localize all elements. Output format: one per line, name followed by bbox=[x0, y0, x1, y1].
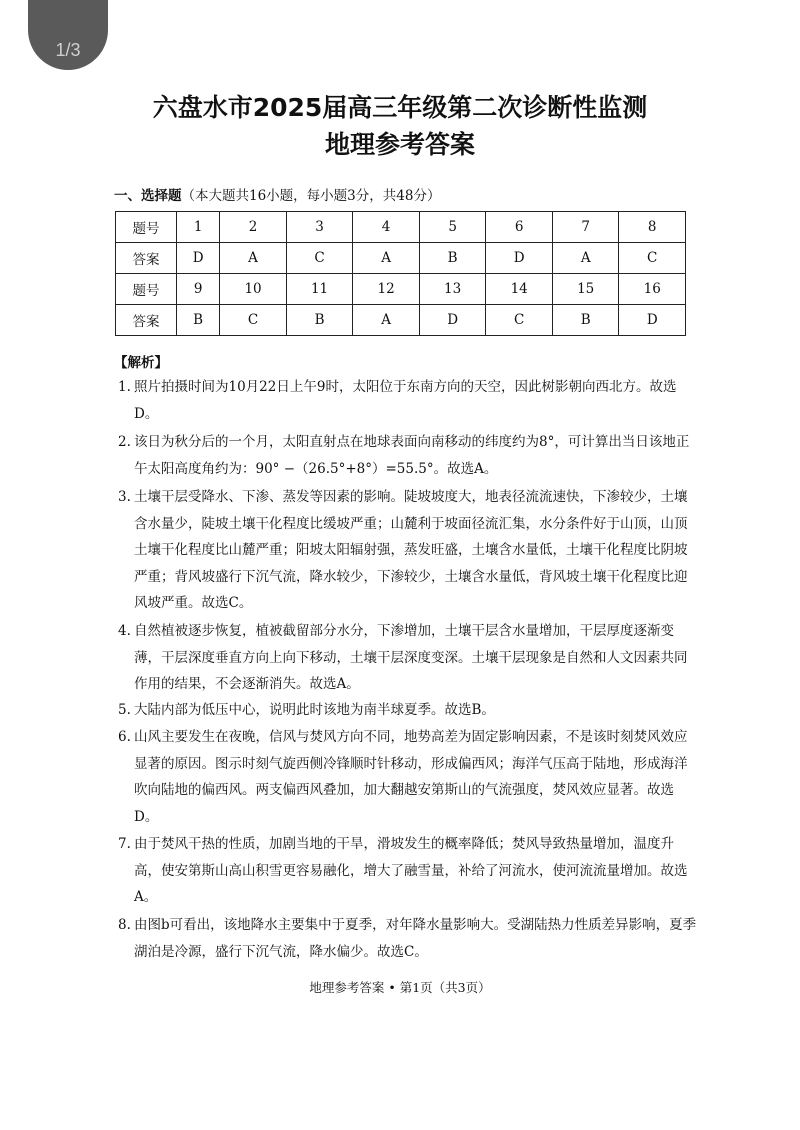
table-cell: D bbox=[419, 305, 486, 336]
table-cell: B bbox=[419, 243, 486, 274]
row-label: 题号 bbox=[116, 212, 177, 243]
table-cell: B bbox=[286, 305, 353, 336]
item-number: 7. bbox=[118, 836, 131, 852]
explanation-item bbox=[118, 724, 698, 830]
item-text: 由图b可看出，该地降水主要集中于夏季，对年降水量影响大。受湖陆热力性质差异影响，夏季湖泊是冷源，盛行下沉气流，降水偏少。故选C。 bbox=[134, 917, 697, 960]
table-cell: D bbox=[619, 305, 686, 336]
item-number: 4. bbox=[118, 623, 131, 639]
item-number: 2. bbox=[118, 434, 131, 450]
page-footer: 地理参考答案 • 第1页（共3页） bbox=[309, 980, 491, 995]
table-cell: 8 bbox=[619, 212, 686, 243]
table-cell: 9 bbox=[177, 274, 220, 305]
table-cell: 2 bbox=[220, 212, 287, 243]
row-label: 答案 bbox=[116, 305, 177, 336]
item-number: 5. bbox=[118, 702, 131, 718]
explanation-item bbox=[118, 618, 698, 698]
table-cell: B bbox=[177, 305, 220, 336]
table-row bbox=[116, 274, 686, 305]
explanation-item bbox=[118, 429, 698, 482]
item-number: 8. bbox=[118, 917, 131, 933]
item-text: 自然植被逐步恢复，植被截留部分水分，下渗增加，土壤干层含水量增加，干层厚度逐渐变薄，干层深度垂直方向上向下移动，土壤干层深度变深。土壤干层现象是自然和人文因素共同作用的结果，不会逐渐消失。故选A。 bbox=[134, 623, 688, 693]
section-heading bbox=[114, 184, 440, 204]
table-cell: 5 bbox=[419, 212, 486, 243]
item-text: 该日为秋分后的一个月，太阳直射点在地球表面向南移动的纬度约为8°，可计算出当日该地正午太阳高度角约为：90° −（26.5°+8°）=55.5°。故选A。 bbox=[134, 434, 690, 477]
explanation-item bbox=[118, 697, 698, 724]
item-text: 照片拍摄时间为10月22日上午9时，太阳位于东南方向的天空，因此树影朝向西北方。故选D。 bbox=[134, 379, 677, 422]
item-number: 6. bbox=[118, 729, 131, 745]
item-number: 3. bbox=[118, 489, 131, 505]
table-cell: 3 bbox=[286, 212, 353, 243]
row-label: 题号 bbox=[116, 274, 177, 305]
table-cell: 16 bbox=[619, 274, 686, 305]
table-cell: 6 bbox=[486, 212, 553, 243]
table-cell: 12 bbox=[353, 274, 420, 305]
explanation-item bbox=[118, 831, 698, 911]
table-cell: 14 bbox=[486, 274, 553, 305]
table-cell: 15 bbox=[552, 274, 619, 305]
table-row bbox=[116, 212, 686, 243]
document-title: 六盘水市2025届高三年级第二次诊断性监测 bbox=[152, 93, 648, 122]
item-text: 由于焚风干热的性质，加剧当地的干旱，滑坡发生的概率降低；焚风导致热量增加，温度升高，使安第斯山高山积雪更容易融化，增大了融雪量，补给了河流水，使河流流量增加。故选A。 bbox=[134, 836, 688, 906]
table-row bbox=[116, 305, 686, 336]
table-cell: B bbox=[552, 305, 619, 336]
table-cell: C bbox=[619, 243, 686, 274]
table-cell: 10 bbox=[220, 274, 287, 305]
explanation-item bbox=[118, 374, 698, 427]
table-cell: C bbox=[486, 305, 553, 336]
item-text: 大陆内部为低压中心，说明此时该地为南半球夏季。故选B。 bbox=[134, 702, 495, 718]
section-note: （本大题共16小题，每小题3分，共48分） bbox=[181, 188, 441, 204]
page-counter-tab: 1/3 bbox=[28, 0, 108, 70]
table-row bbox=[116, 243, 686, 274]
document-subtitle: 地理参考答案 bbox=[324, 130, 475, 159]
explanation-item bbox=[118, 912, 698, 965]
table-cell: A bbox=[552, 243, 619, 274]
row-label: 答案 bbox=[116, 243, 177, 274]
table-cell: C bbox=[220, 305, 287, 336]
table-cell: A bbox=[353, 243, 420, 274]
table-cell: C bbox=[286, 243, 353, 274]
table-cell: D bbox=[177, 243, 220, 274]
answer-table bbox=[115, 211, 686, 336]
table-cell: A bbox=[353, 305, 420, 336]
explanation-item bbox=[118, 484, 698, 617]
item-text: 土壤干层受降水、下渗、蒸发等因素的影响。陡坡坡度大，地表径流流速快，下渗较少，土壤含水量少，陡坡土壤干化程度比缓坡严重；山麓利于坡面径流汇集，水分条件好于山顶，山顶土壤干化程度比山麓严重；阳坡太阳辐射强，蒸发旺盛，土壤含水量低，土壤干化程度比阴坡严重；背风坡盛行下沉气流，降水较少，下渗较少，土壤含水量低，背风坡土壤干化程度比迎风坡严重。故选C。 bbox=[134, 489, 688, 612]
item-text: 山风主要发生在夜晚，信风与焚风方向不同，地势高差为固定影响因素，不是该时刻焚风效应显著的原因。图示时刻气旋西侧冷锋顺时针移动，形成偏西风；海洋气压高于陆地，形成海洋吹向陆地的偏西风。两支偏西风叠加，加大翻越安第斯山的气流强度，焚风效应显著。故选D。 bbox=[134, 729, 688, 825]
table-cell: 7 bbox=[552, 212, 619, 243]
item-number: 1. bbox=[118, 379, 131, 395]
table-cell: 4 bbox=[353, 212, 420, 243]
table-cell: A bbox=[220, 243, 287, 274]
table-cell: 11 bbox=[286, 274, 353, 305]
table-cell: 1 bbox=[177, 212, 220, 243]
table-cell: 13 bbox=[419, 274, 486, 305]
analysis-heading: 【解析】 bbox=[114, 355, 168, 371]
section-label: 一、选择题 bbox=[114, 188, 182, 204]
table-cell: D bbox=[486, 243, 553, 274]
